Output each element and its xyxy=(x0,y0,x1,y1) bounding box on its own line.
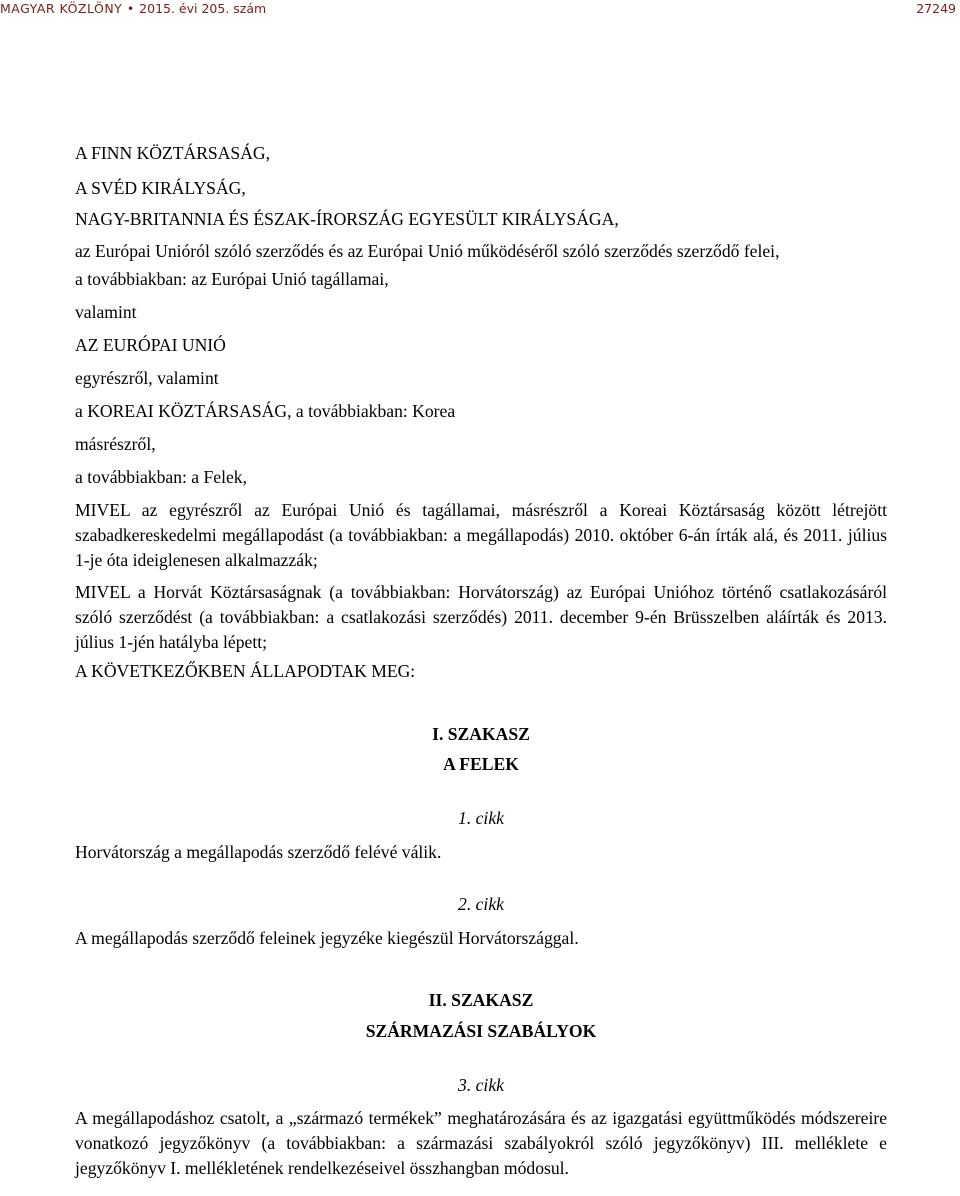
article-2-text: A megállapodás szerződő feleinek jegyzéke kiegészül Horvátországgal. xyxy=(75,928,579,948)
party-uk: NAGY-BRITANNIA ÉS ÉSZAK-ÍRORSZÁG EGYESÜLT KIRÁLYSÁGA, xyxy=(75,209,619,229)
article-3-heading: 3. cikk xyxy=(458,1075,504,1095)
section-2-subtitle: SZÁRMAZÁSI SZABÁLYOK xyxy=(365,1021,597,1041)
page-number: 27249 xyxy=(916,1,956,16)
party-eu: AZ EURÓPAI UNIÓ xyxy=(75,335,226,355)
section-1-title: I. SZAKASZ xyxy=(432,724,530,744)
issue-number: 2015. évi 205. szám xyxy=(139,1,267,16)
of-the-one-part: egyrészről, valamint xyxy=(75,368,219,388)
parties-definition: a továbbiakban: a Felek, xyxy=(75,467,247,487)
page-header xyxy=(0,0,960,20)
whereas-paragraph-1: MIVEL az egyrészről az Európai Unió és tagállamai, másrészről a Koreai Köztársaság között létrejött szabadkereskedelmi megállapodást (a továbbiakban: a megállapodás) 2010. október 6-án írták alá, és 2011. július 1-je óta ideiglenesen alkalmazzák; xyxy=(75,500,887,570)
conjunction-and: valamint xyxy=(75,302,137,322)
party-treaty-description: az Európai Unióról szóló szerződés és az Európai Unió működéséről szóló szerződés szerződő felei, xyxy=(75,241,780,261)
party-korea: a KOREAI KÖZTÁRSASÁG, a továbbiakban: Korea xyxy=(75,401,456,421)
party-finland: A FINN KÖZTÁRSASÁG, xyxy=(75,143,271,163)
whereas-paragraph-2: MIVEL a Horvát Köztársaságnak (a továbbiakban: Horvátország) az Európai Unióhoz történő csatlakozásáról szóló szerződést (a továbbiakban: a csatlakozási szerződés) 2011. december 9-én Brüsszelben aláírták és 2013. július 1-jén hatályba lépett; xyxy=(75,582,887,652)
bullet-separator: • xyxy=(126,1,135,16)
party-member-states: a továbbiakban: az Európai Unió tagállamai, xyxy=(75,269,389,289)
article-3-text: A megállapodáshoz csatolt, a „származó termékek” meghatározására és az igazgatási együttműködés módszereire vonatkozó jegyzőkönyv (a továbbiakban: a származási szabályokról szóló jegyzőkönyv) III. melléklete e jegyzőkönyv I. mellékletének rendelkezéseivel összhangban módosul. xyxy=(75,1108,887,1178)
article-1-text: Horvátország a megállapodás szerződő felévé válik. xyxy=(75,842,442,862)
article-2-heading: 2. cikk xyxy=(458,894,504,914)
article-1-heading: 1. cikk xyxy=(458,808,504,828)
of-the-other-part: másrészről, xyxy=(75,434,156,454)
section-1-subtitle: A FELEK xyxy=(443,754,519,774)
section-2-title: II. SZAKASZ xyxy=(428,990,534,1010)
party-sweden: A SVÉD KIRÁLYSÁG, xyxy=(75,178,246,198)
agreement-statement: A KÖVETKEZŐKBEN ÁLLAPODTAK MEG: xyxy=(75,661,416,681)
journal-title: MAGYAR KÖZLÖNY xyxy=(0,1,123,16)
journal-info xyxy=(0,1,266,16)
